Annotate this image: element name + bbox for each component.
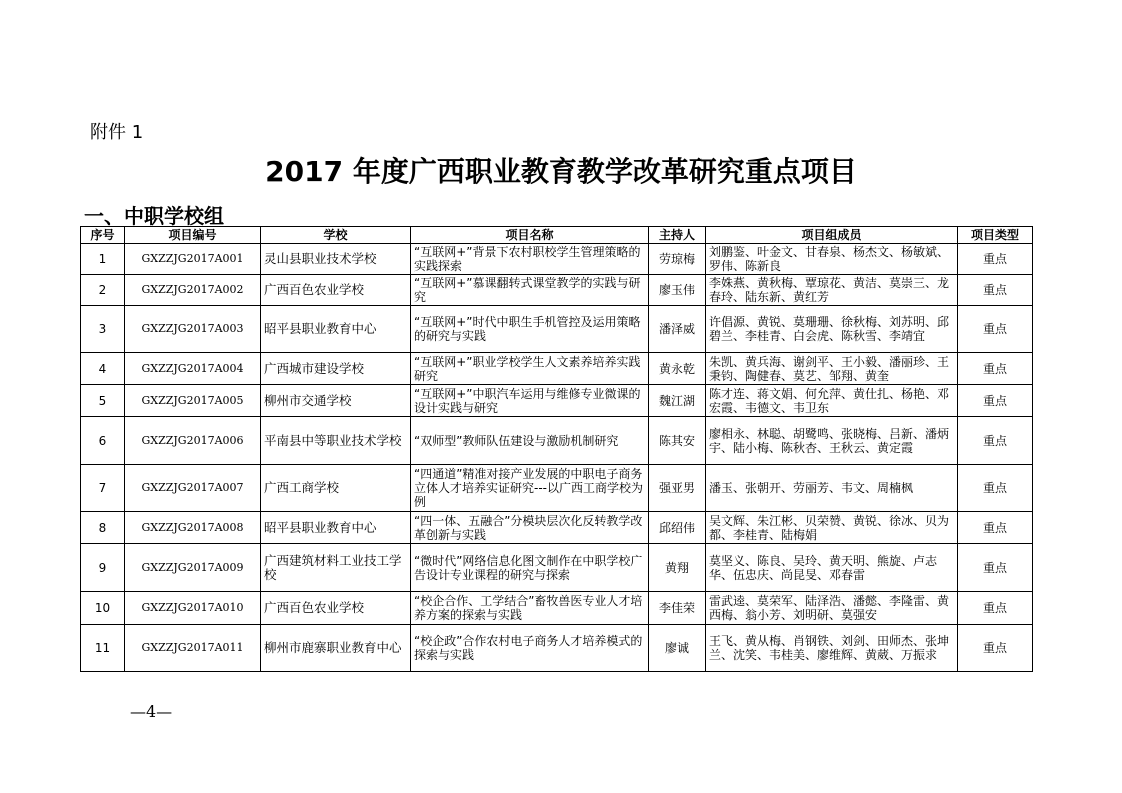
table-header-row xyxy=(81,227,1033,244)
cell-members: 雷武逵、莫荣军、陆泽浩、潘懿、李隆雷、黄西梅、翁小芳、刘明研、莫强安 xyxy=(706,592,958,625)
cell-school: 柳州市鹿寨职业教育中心 xyxy=(261,625,411,672)
cell-project: “双师型”教师队伍建设与激励机制研究 xyxy=(411,417,649,465)
table-row xyxy=(81,244,1033,275)
cell-leader: 李佳荣 xyxy=(649,592,706,625)
cell-school: 灵山县职业技术学校 xyxy=(261,244,411,275)
cell-leader: 廖玉伟 xyxy=(649,275,706,306)
cell-no: 4 xyxy=(81,353,125,385)
projects-table xyxy=(80,226,1033,672)
table-row xyxy=(81,465,1033,512)
table-row xyxy=(81,512,1033,544)
cell-members: 许倡源、黄锐、莫珊珊、徐秋梅、刘苏明、邱碧兰、李桂青、白会虎、陈秋雪、李靖宜 xyxy=(706,306,958,353)
cell-code: GXZZJG2017A002 xyxy=(125,275,261,306)
cell-school: 广西百色农业学校 xyxy=(261,592,411,625)
cell-members: 朱凯、黄兵海、谢剑平、王小毅、潘丽珍、王秉钧、陶健春、莫艺、邹翔、黄奎 xyxy=(706,353,958,385)
cell-project: “互联网+”背景下农村职校学生管理策略的实践探索 xyxy=(411,244,649,275)
cell-code: GXZZJG2017A006 xyxy=(125,417,261,465)
cell-project: “互联网+”慕课翻转式课堂教学的实践与研究 xyxy=(411,275,649,306)
cell-code: GXZZJG2017A007 xyxy=(125,465,261,512)
cell-code: GXZZJG2017A003 xyxy=(125,306,261,353)
cell-leader: 廖诚 xyxy=(649,625,706,672)
cell-leader: 陈其安 xyxy=(649,417,706,465)
cell-code: GXZZJG2017A005 xyxy=(125,385,261,417)
table-row xyxy=(81,417,1033,465)
header-members: 项目组成员 xyxy=(706,227,958,244)
cell-members: 莫坚义、陈良、吴玲、黄天明、熊旋、卢志华、伍忠庆、尚昆旻、邓春雷 xyxy=(706,544,958,592)
cell-school: 广西城市建设学校 xyxy=(261,353,411,385)
header-code: 项目编号 xyxy=(125,227,261,244)
cell-leader: 潘泽威 xyxy=(649,306,706,353)
cell-members: 廖相永、林聪、胡鹭鸣、张晓梅、吕新、潘炳宇、陆小梅、陈秋杏、王秋云、黄定霞 xyxy=(706,417,958,465)
page-title: 2017 年度广西职业教育教学改革研究重点项目 xyxy=(265,155,857,188)
cell-school: 昭平县职业教育中心 xyxy=(261,306,411,353)
cell-no: 2 xyxy=(81,275,125,306)
cell-no: 1 xyxy=(81,244,125,275)
cell-project: “校企政”合作农村电子商务人才培养模式的探索与实践 xyxy=(411,625,649,672)
cell-school: 广西百色农业学校 xyxy=(261,275,411,306)
cell-project: “互联网+”中职汽车运用与维修专业微课的设计实践与研究 xyxy=(411,385,649,417)
cell-code: GXZZJG2017A001 xyxy=(125,244,261,275)
cell-type: 重点 xyxy=(958,385,1033,417)
table-row xyxy=(81,385,1033,417)
cell-school: 广西工商学校 xyxy=(261,465,411,512)
cell-members: 李姝燕、黄秋梅、覃琼花、黄洁、莫崇三、龙春玲、陆东新、黄红芳 xyxy=(706,275,958,306)
cell-type: 重点 xyxy=(958,512,1033,544)
cell-no: 10 xyxy=(81,592,125,625)
cell-school: 平南县中等职业技术学校 xyxy=(261,417,411,465)
table-row xyxy=(81,353,1033,385)
cell-leader: 劳琼梅 xyxy=(649,244,706,275)
cell-type: 重点 xyxy=(958,244,1033,275)
cell-code: GXZZJG2017A010 xyxy=(125,592,261,625)
cell-type: 重点 xyxy=(958,544,1033,592)
cell-leader: 邱绍伟 xyxy=(649,512,706,544)
cell-type: 重点 xyxy=(958,625,1033,672)
cell-project: “互联网+”时代中职生手机管控及运用策略的研究与实践 xyxy=(411,306,649,353)
cell-members: 王飞、黄从梅、肖钢铁、刘剑、田师杰、张坤兰、沈笑、韦桂美、廖维辉、黄葳、万振求 xyxy=(706,625,958,672)
header-no: 序号 xyxy=(81,227,125,244)
cell-code: GXZZJG2017A009 xyxy=(125,544,261,592)
table-row xyxy=(81,544,1033,592)
table-row xyxy=(81,592,1033,625)
cell-school: 昭平县职业教育中心 xyxy=(261,512,411,544)
cell-project: “校企合作、工学结合”畜牧兽医专业人才培养方案的探索与实践 xyxy=(411,592,649,625)
header-leader: 主持人 xyxy=(649,227,706,244)
cell-project: “四通道”精准对接产业发展的中职电子商务立体人才培养实证研究---以广西工商学校为例 xyxy=(411,465,649,512)
cell-leader: 魏江湖 xyxy=(649,385,706,417)
header-project: 项目名称 xyxy=(411,227,649,244)
table-row xyxy=(81,275,1033,306)
cell-leader: 黄翔 xyxy=(649,544,706,592)
section-heading: 一、中职学校组 xyxy=(84,204,224,228)
cell-code: GXZZJG2017A011 xyxy=(125,625,261,672)
cell-no: 9 xyxy=(81,544,125,592)
cell-members: 潘玉、张朝开、劳丽芳、韦文、周楠枫 xyxy=(706,465,958,512)
cell-school: 柳州市交通学校 xyxy=(261,385,411,417)
header-type: 项目类型 xyxy=(958,227,1033,244)
cell-code: GXZZJG2017A008 xyxy=(125,512,261,544)
cell-project: “微时代”网络信息化图文制作在中职学校广告设计专业课程的研究与探索 xyxy=(411,544,649,592)
cell-no: 11 xyxy=(81,625,125,672)
cell-type: 重点 xyxy=(958,417,1033,465)
cell-school: 广西建筑材料工业技工学校 xyxy=(261,544,411,592)
cell-code: GXZZJG2017A004 xyxy=(125,353,261,385)
cell-type: 重点 xyxy=(958,465,1033,512)
page-number: —4— xyxy=(130,702,173,721)
cell-type: 重点 xyxy=(958,592,1033,625)
cell-no: 5 xyxy=(81,385,125,417)
cell-type: 重点 xyxy=(958,275,1033,306)
cell-leader: 黄永乾 xyxy=(649,353,706,385)
cell-project: “互联网+”职业学校学生人文素养培养实践研究 xyxy=(411,353,649,385)
cell-type: 重点 xyxy=(958,306,1033,353)
cell-type: 重点 xyxy=(958,353,1033,385)
cell-no: 3 xyxy=(81,306,125,353)
cell-leader: 强亚男 xyxy=(649,465,706,512)
cell-members: 陈才连、蒋文娟、何允萍、黄仕扎、杨艳、邓宏霞、韦德文、韦卫东 xyxy=(706,385,958,417)
table-row xyxy=(81,306,1033,353)
table-row xyxy=(81,625,1033,672)
cell-project: “四一体、五融合”分模块层次化反转教学改革创新与实践 xyxy=(411,512,649,544)
cell-members: 刘鹏鉴、叶金文、甘春泉、杨杰文、杨敏斌、罗伟、陈新良 xyxy=(706,244,958,275)
cell-no: 7 xyxy=(81,465,125,512)
cell-no: 6 xyxy=(81,417,125,465)
attachment-label: 附件 1 xyxy=(90,122,144,143)
header-school: 学校 xyxy=(261,227,411,244)
cell-no: 8 xyxy=(81,512,125,544)
cell-members: 吴文辉、朱江彬、贝荣赞、黄锐、徐冰、贝为都、李桂青、陆梅娟 xyxy=(706,512,958,544)
